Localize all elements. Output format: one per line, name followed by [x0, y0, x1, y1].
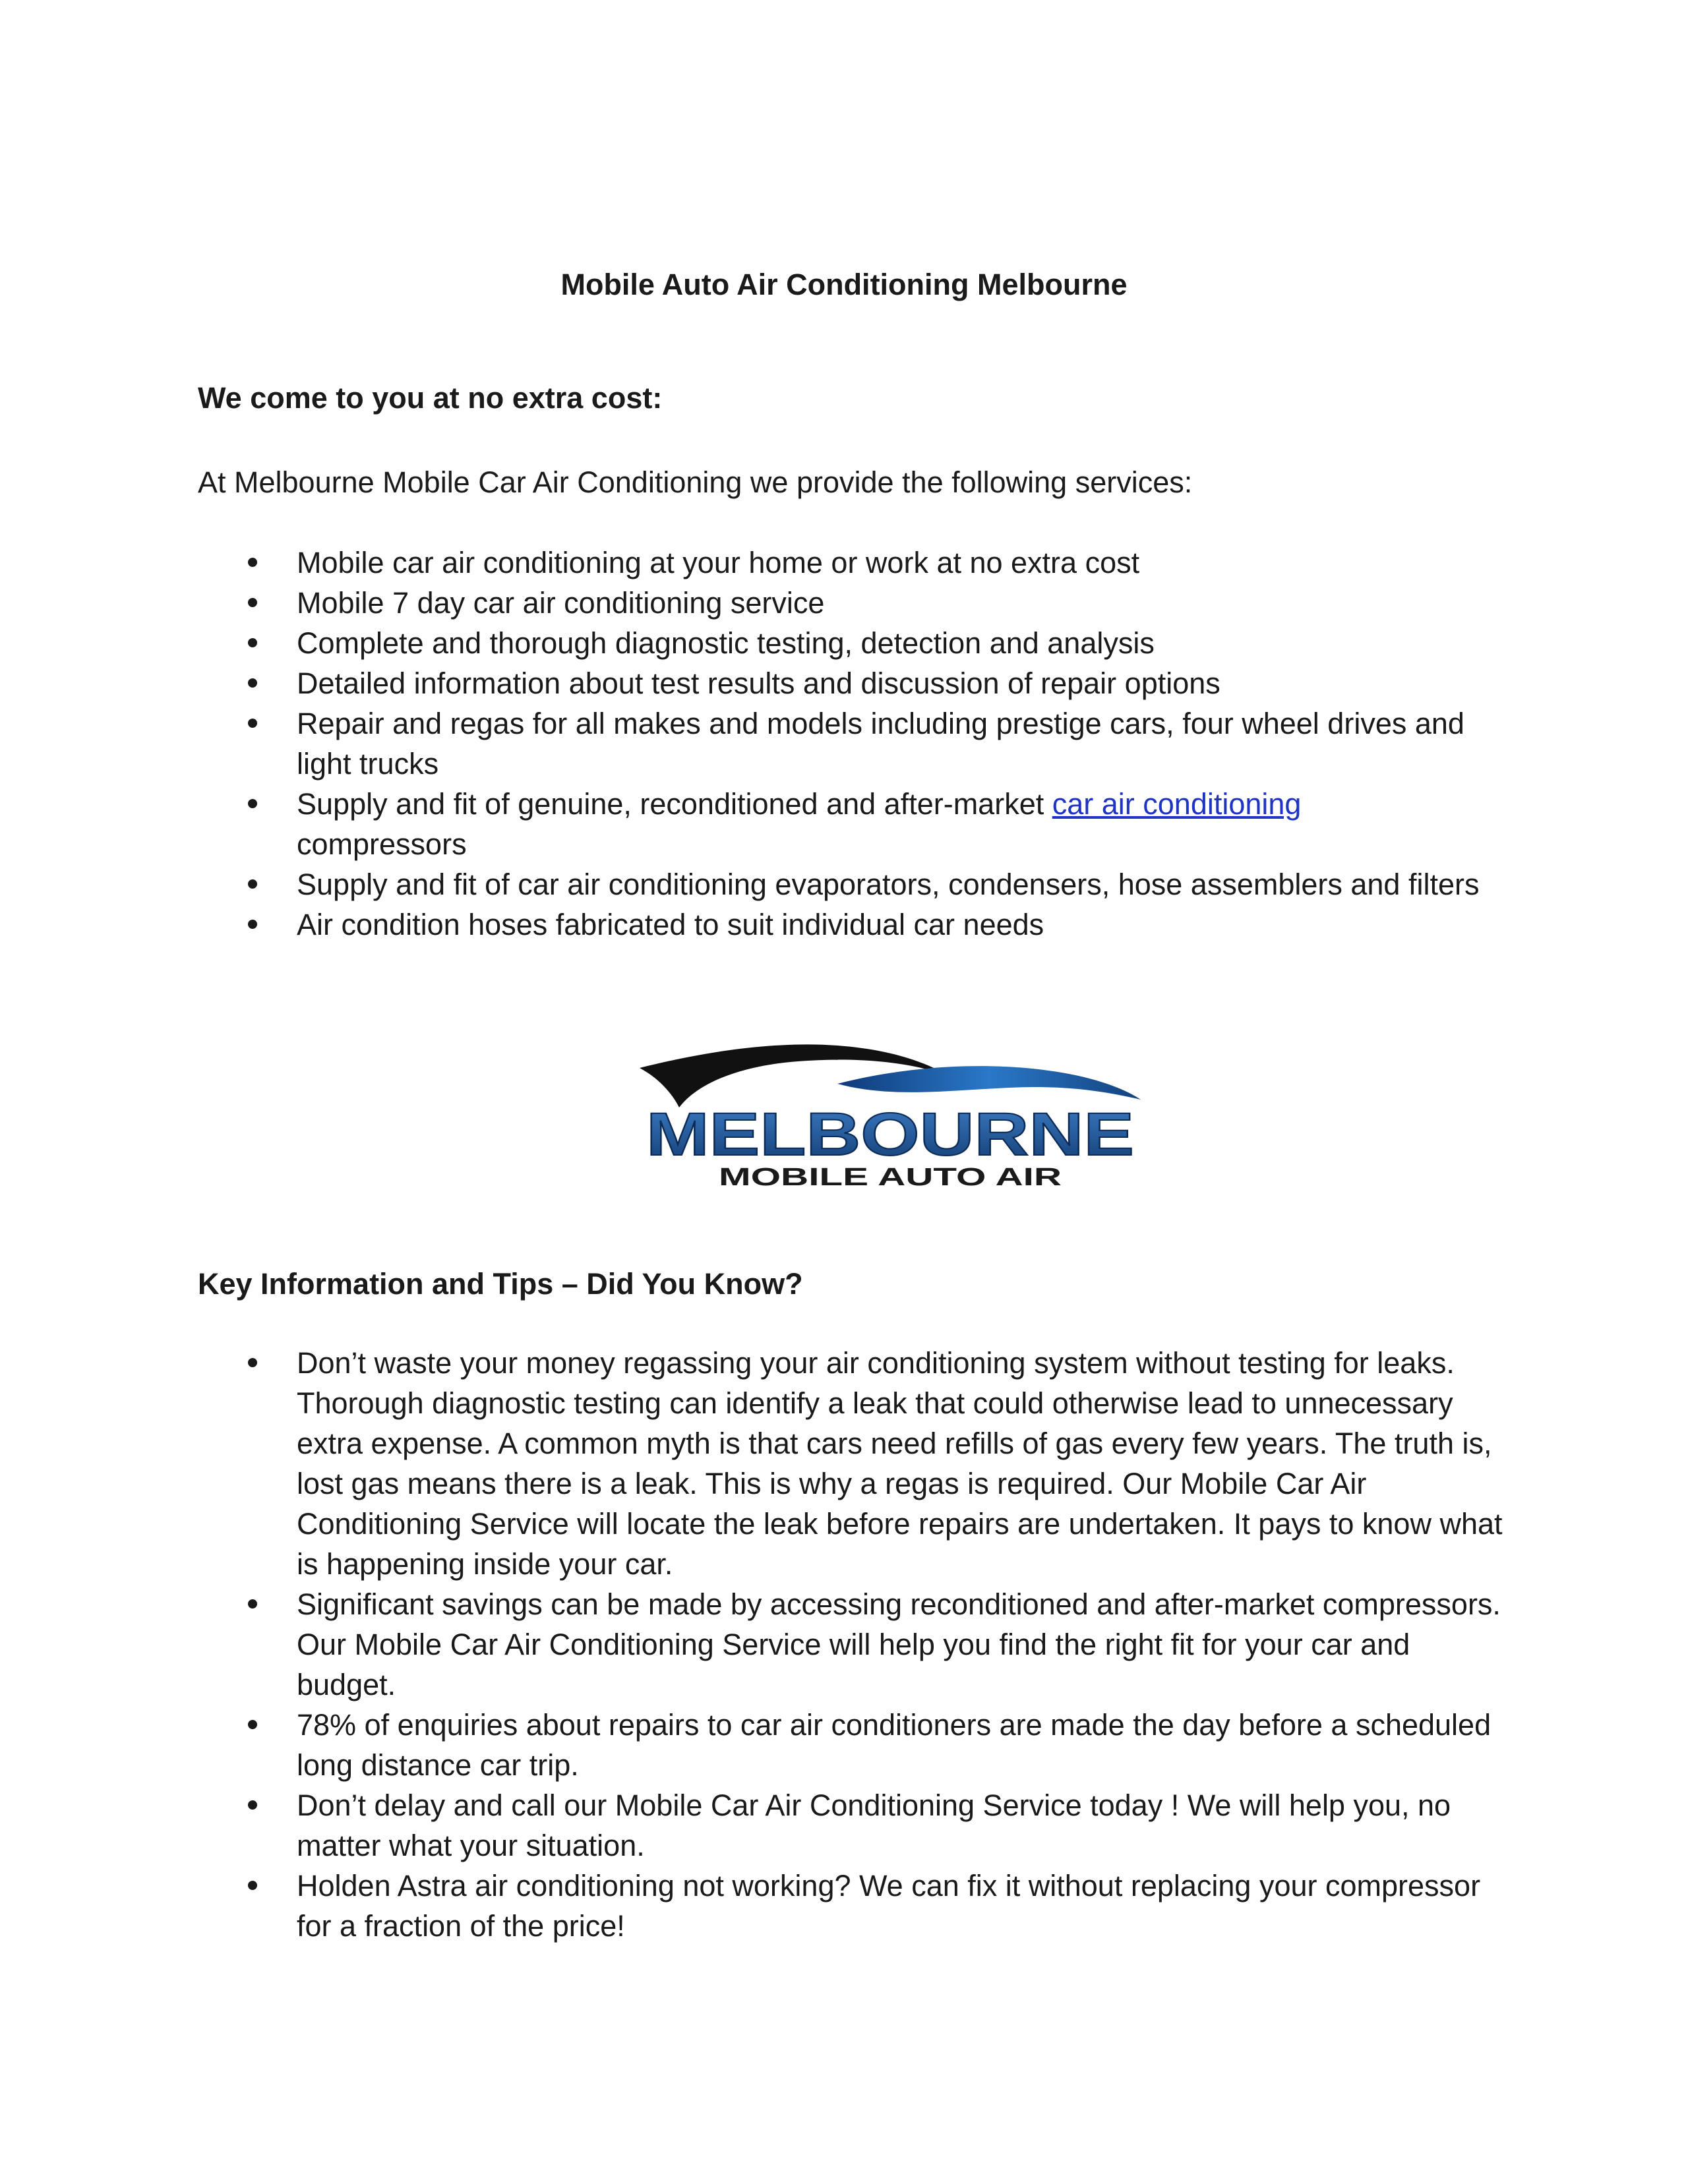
logo-tagline: MOBILE AUTO AIR	[719, 1164, 1062, 1191]
list-item: Don’t waste your money regassing your air conditioning system without testing for leaks. Thorough diagnostic testing can identify a leak that could otherwise lead to unnecessary extra expense. A common myth is that cars need refills of gas every few years. The truth is, lost gas means there is a leak. This is why a regas is required. Our Mobile Car Air Conditioning Service will locate the leak before repairs are undertaken. It pays to know what is happening inside your car.	[198, 1343, 1503, 1584]
services-heading: We come to you at no extra cost:	[198, 381, 663, 415]
list-item: Supply and fit of genuine, reconditioned and after-market car air conditioning compressors	[198, 784, 1503, 864]
logo-name: MELBOURNE	[646, 1101, 1134, 1168]
bullet-icon	[248, 799, 257, 808]
bullet-icon	[248, 1358, 257, 1367]
bullet-icon	[248, 719, 257, 728]
tips-list	[198, 1343, 1503, 1946]
list-item: 78% of enquiries about repairs to car air conditioners are made the day before a scheduled long distance car trip.	[198, 1705, 1503, 1785]
list-item: Complete and thorough diagnostic testing, detection and analysis	[198, 623, 1503, 663]
list-item: Supply and fit of car air conditioning evaporators, condensers, hose assemblers and filters	[198, 864, 1503, 904]
list-item: Holden Astra air conditioning not working? We can fix it without replacing your compressor for a fraction of the price!	[198, 1866, 1503, 1946]
bullet-icon	[248, 1599, 257, 1608]
page-title: Mobile Auto Air Conditioning Melbourne	[560, 268, 1128, 301]
tips-heading: Key Information and Tips – Did You Know?	[198, 1267, 803, 1301]
bullet-icon	[248, 879, 257, 889]
list-item: Mobile 7 day car air conditioning service	[198, 583, 1503, 623]
logo-swoosh-blue	[837, 1066, 1141, 1100]
services-list	[198, 543, 1503, 945]
list-item: Detailed information about test results and discussion of repair options	[198, 663, 1503, 703]
bullet-icon	[248, 920, 257, 929]
bullet-icon	[248, 558, 257, 567]
melbourne-mobile-auto-air-logo	[640, 1042, 1141, 1213]
list-item: Significant savings can be made by accessing reconditioned and after-market compressors. Our Mobile Car Air Conditioning Service will help you find the right fit for your car and budget.	[198, 1584, 1503, 1705]
bullet-icon	[248, 598, 257, 607]
bullet-icon	[248, 638, 257, 647]
list-item: Repair and regas for all makes and models including prestige cars, four wheel drives and light trucks	[198, 703, 1503, 784]
services-intro: At Melbourne Mobile Car Air Conditioning we provide the following services:	[198, 465, 1193, 499]
bullet-icon	[248, 1800, 257, 1810]
bullet-icon	[248, 678, 257, 688]
list-item: Air condition hoses fabricated to suit individual car needs	[198, 904, 1503, 945]
bullet-icon	[248, 1720, 257, 1729]
bullet-icon	[248, 1881, 257, 1890]
list-item: Mobile car air conditioning at your home or work at no extra cost	[198, 543, 1503, 583]
car-air-conditioning-link[interactable]: car air conditioning	[1052, 787, 1302, 821]
list-item: Don’t delay and call our Mobile Car Air Conditioning Service today ! We will help you, no matter what your situation.	[198, 1785, 1503, 1866]
